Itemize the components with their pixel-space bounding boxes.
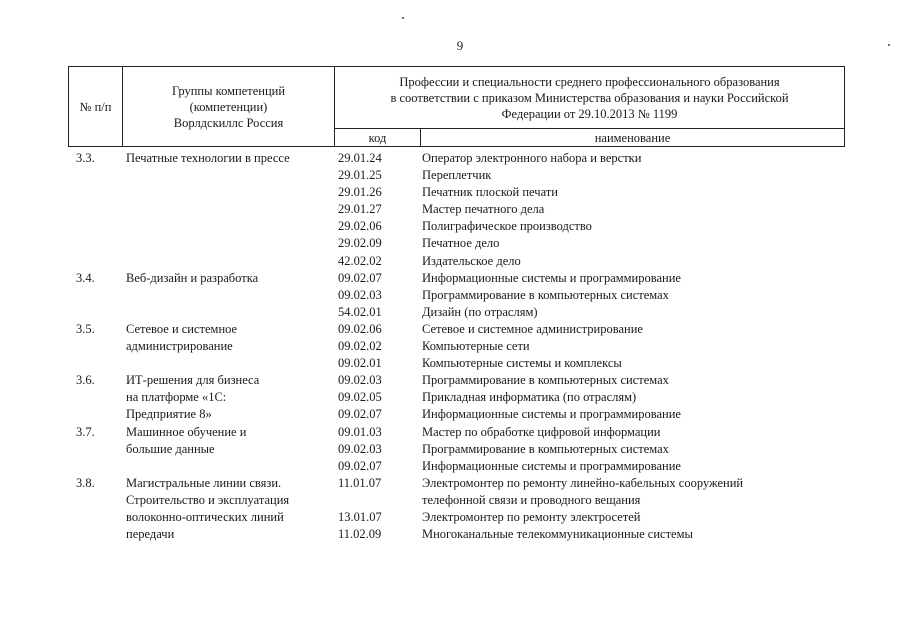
- page-number: 9: [456, 38, 464, 53]
- profession-code: 09.02.02: [338, 339, 382, 354]
- scan-speck: [402, 17, 404, 19]
- header-name: наименование: [421, 129, 845, 147]
- table-row: [68, 218, 845, 235]
- profession-name: Сетевое и системное администрирование: [422, 321, 643, 336]
- table-row: [68, 304, 845, 321]
- header-code: код: [335, 129, 421, 147]
- profession-code: 09.02.07: [338, 270, 382, 285]
- header-professions: [335, 67, 845, 129]
- profession-code: 09.02.07: [338, 407, 382, 422]
- table-row: [68, 441, 845, 458]
- table-row: [68, 338, 845, 355]
- table-row: [68, 389, 845, 406]
- table-row: [68, 150, 845, 167]
- profession-code: 09.02.06: [338, 321, 382, 336]
- header-number: № п/п: [69, 67, 123, 147]
- profession-name: Оператор электронного набора и верстки: [422, 151, 642, 165]
- table-row: [68, 287, 845, 304]
- table-row: [68, 424, 845, 441]
- table-row: [68, 184, 845, 201]
- profession-code: 29.01.24: [338, 151, 382, 165]
- competency-group: Машинное обучение и: [126, 424, 247, 439]
- profession-code: 09.02.03: [338, 287, 382, 302]
- profession-code: 29.01.26: [338, 185, 382, 200]
- profession-code: 29.01.25: [338, 168, 382, 183]
- profession-code: 11.02.09: [338, 527, 382, 542]
- competency-group: администрирование: [126, 339, 233, 354]
- table-row: [68, 270, 845, 287]
- profession-name: Полиграфическое производство: [422, 219, 592, 234]
- header-competency-group: [123, 67, 335, 147]
- table-row: [68, 235, 845, 252]
- profession-name: Печатное дело: [422, 236, 500, 251]
- profession-code: 09.02.03: [338, 373, 382, 388]
- table-row: [68, 321, 845, 338]
- table-row: [68, 406, 845, 423]
- competency-group: ИТ-решения для бизнеса: [126, 373, 260, 388]
- row-number: 3.5.: [76, 321, 95, 336]
- competency-group: Веб-дизайн и разработка: [126, 270, 259, 285]
- row-number: 3.8.: [76, 475, 95, 490]
- profession-code: 09.02.05: [338, 390, 382, 405]
- profession-name: телефонной связи и проводного вещания: [422, 492, 641, 507]
- profession-name: Многоканальные телекоммуникационные системы: [422, 527, 693, 542]
- profession-name: Информационные системы и программирование: [422, 407, 681, 422]
- header-group-line: (компетенции): [189, 99, 268, 114]
- table-row: [68, 475, 845, 492]
- profession-name: Печатник плоской печати: [422, 185, 558, 200]
- competency-group: большие данные: [126, 441, 215, 456]
- header-prof-line: Профессии и специальности среднего профессионального образования: [399, 74, 780, 89]
- table-row: [68, 509, 845, 526]
- profession-name: Программирование в компьютерных системах: [422, 287, 669, 302]
- profession-code: 54.02.01: [338, 304, 382, 319]
- profession-code: 29.02.09: [338, 236, 382, 251]
- header-group-line: Ворлдскиллс Россия: [173, 115, 284, 130]
- profession-code: 29.02.06: [338, 219, 382, 234]
- competency-group: Печатные технологии в прессе: [126, 151, 290, 165]
- profession-code: 09.01.03: [338, 424, 382, 439]
- profession-name: Издательское дело: [422, 253, 521, 268]
- competency-group: передачи: [126, 527, 175, 542]
- profession-name: Компьютерные системы и комплексы: [422, 356, 622, 371]
- profession-code: 09.02.01: [338, 356, 382, 371]
- profession-code: 29.01.27: [338, 202, 382, 217]
- row-number: 3.7.: [76, 424, 95, 439]
- competency-group: на платформе «1С:: [126, 390, 227, 405]
- profession-name: Переплетчик: [422, 168, 492, 183]
- table-row: [68, 372, 845, 389]
- table-row: [68, 355, 845, 372]
- header-prof-line: в соответствии с приказом Министерства образования и науки Российской: [390, 90, 789, 105]
- table-header: [68, 66, 845, 147]
- profession-code: 09.02.07: [338, 458, 382, 473]
- competency-group: Предприятие 8»: [126, 407, 212, 422]
- profession-name: Электромонтер по ремонту электросетей: [422, 509, 641, 524]
- profession-name: Электромонтер по ремонту линейно-кабельных сооружений: [422, 475, 744, 490]
- competency-group: волоконно-оптических линий: [126, 509, 284, 524]
- profession-name: Дизайн (по отраслям): [422, 304, 538, 319]
- profession-code: 42.02.02: [338, 253, 382, 268]
- profession-name: Программирование в компьютерных системах: [422, 373, 669, 388]
- profession-name: Прикладная информатика (по отраслям): [422, 390, 637, 405]
- table-row: [68, 201, 845, 218]
- profession-name: Информационные системы и программирование: [422, 458, 681, 473]
- competency-group: Строительство и эксплуатация: [126, 492, 290, 507]
- profession-name: Компьютерные сети: [422, 339, 530, 354]
- profession-name: Программирование в компьютерных системах: [422, 441, 669, 456]
- profession-code: 09.02.03: [338, 441, 382, 456]
- profession-name: Информационные системы и программирование: [422, 270, 681, 285]
- profession-name: Мастер по обработке цифровой информации: [422, 424, 661, 439]
- table-row: [68, 526, 845, 543]
- table-body: [68, 150, 845, 543]
- row-number: 3.3.: [76, 151, 95, 165]
- table-row: [68, 492, 845, 509]
- profession-code: 11.01.07: [338, 475, 382, 490]
- table-row: [68, 253, 845, 270]
- header-group-line: Группы компетенций: [171, 83, 286, 98]
- table-row: [68, 458, 845, 475]
- profession-name: Мастер печатного дела: [422, 202, 545, 217]
- header-prof-line: Федерации от 29.10.2013 № 1199: [501, 106, 678, 121]
- competency-group: Сетевое и системное: [126, 321, 238, 336]
- row-number: 3.4.: [76, 270, 95, 285]
- table-row: [68, 167, 845, 184]
- profession-code: 13.01.07: [338, 509, 382, 524]
- competency-group: Магистральные линии связи.: [126, 475, 282, 490]
- row-number: 3.6.: [76, 373, 95, 388]
